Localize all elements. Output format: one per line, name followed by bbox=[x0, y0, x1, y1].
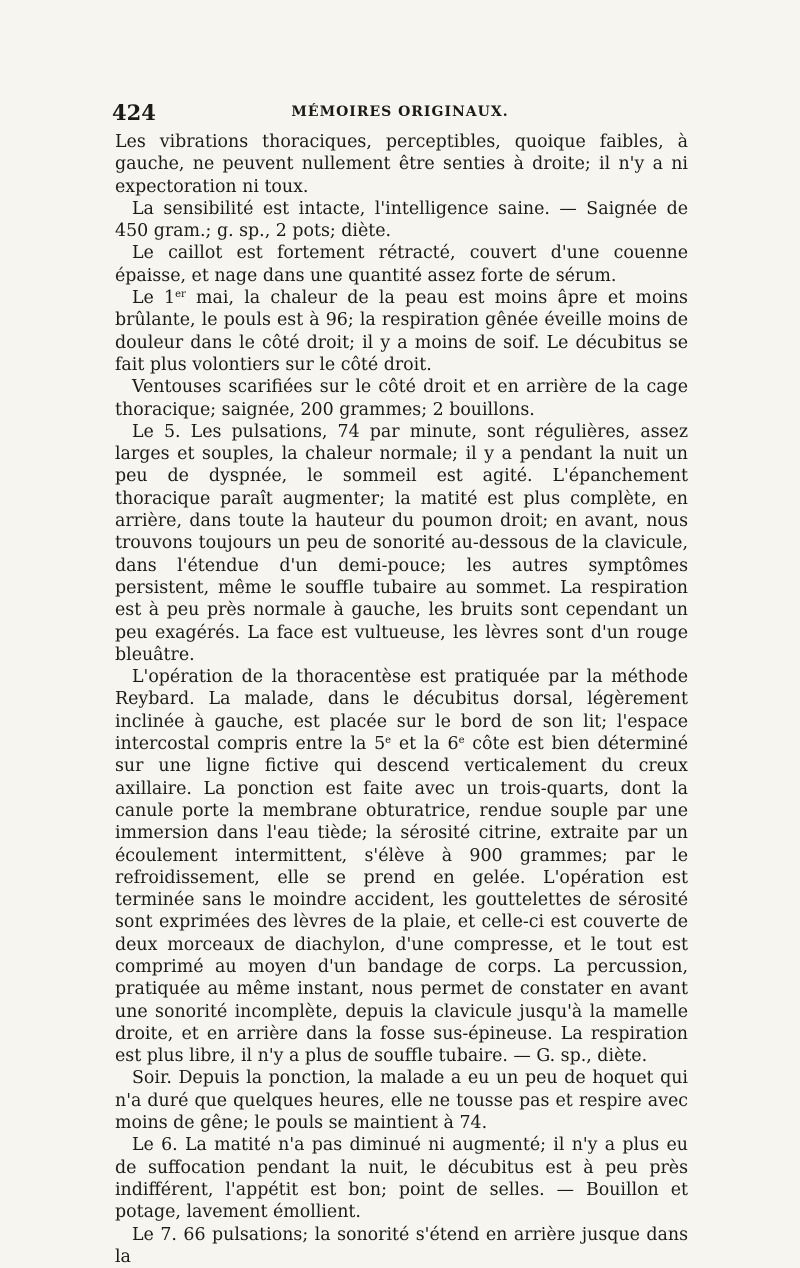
body-text bbox=[115, 131, 688, 1268]
text-run: et la 6 bbox=[391, 734, 459, 755]
paragraph: Le 5. Les pulsations, 74 par minute, sont régulières, assez larges et souples, la chaleur normale; il y a pendant la nuit un peu de dyspnée, le sommeil est agité. L'épanchement thoracique paraît augmenter; la matité est plus complète, en arrière, dans toute la hauteur du poumon droit; en avant, nous trouvons toujours un peu de sonorité au-dessous de la clavicule, dans l'étendue d'un demi-pouce; les autres symptômes persistent, même le souffle tubaire au sommet. La respiration est à peu près normale à gauche, les bruits sont cependant un peu exagérés. La face est vultueuse, les lèvres sont d'un rouge bleuâtre. bbox=[115, 421, 688, 665]
paragraph: La sensibilité est intacte, l'intelligence saine. — Saignée de 450 gram.; g. sp., 2 pots; diète. bbox=[115, 198, 688, 242]
paragraph: Soir. Depuis la ponction, la malade a eu un peu de hoquet qui n'a duré que quelques heures, elle ne tousse pas et respire avec moins de gêne; le pouls se maintient à 74. bbox=[115, 1068, 688, 1134]
page-number: 424 bbox=[112, 100, 156, 125]
paragraph: Les vibrations thoraciques, perceptibles, quoique faibles, à gauche, ne peuvent nullement être senties à droite; il n'y a ni expectoration ni toux. bbox=[115, 132, 688, 197]
paragraph: Le caillot est fortement rétracté, couvert d'une couenne épaisse, et nage dans une quantité assez forte de sérum. bbox=[115, 243, 688, 286]
superscript: e bbox=[458, 735, 465, 747]
running-title: MÉMOIRES ORIGINAUX. bbox=[291, 104, 509, 120]
paragraph bbox=[115, 666, 688, 1067]
text-run: mai, la chaleur de la peau est moins âpre et moins brûlante, le pouls est à 96; la respiration gênée éveille moins de douleur dans le côté droit; il y a moins de soif. Le décubitus se fait plus volontiers sur le côté droit. bbox=[115, 288, 688, 375]
paragraph: Le 7. 66 pulsations; la sonorité s'étend en arrière jusque dans la bbox=[115, 1224, 688, 1267]
text-run: L'opération de la thoracentèse est pratiquée par la méthode Reybard. La malade, dans le décubitus dorsal, légèrement inclinée à gauche, est placée sur le bord de son lit; l'espace intercostal compris entre la 5 bbox=[115, 667, 688, 755]
text-run: côte est bien déterminé sur une ligne fictive qui descend verticalement du creux axillaire. La ponction est faite avec un trois-quarts, dont la canule porte la membrane obturatrice, rendue souple par une immersion dans l'eau tiède; la sérosité citrine, extraite par un écoulement intermittent, s'élève à 900 grammes; par le refroidissement, elle se prend en gelée. L'opération est terminée sans le moindre accident, les gouttelettes de sérosité sont exprimées des lèvres de la plaie, et celle-ci est couverte de deux morceaux de diachylon, d'une compresse, et le tout est comprimé au moyen d'un bandage de corps. La percussion, pratiquée au même instant, nous permet de constater en avant une sonorité incomplète, depuis la clavicule jusqu'à la mamelle droite, et en arrière dans la fosse sus-épineuse. La respiration est plus libre, il n'y a plus de souffle tubaire. — G. sp., diète. bbox=[115, 734, 689, 1067]
superscript: er bbox=[175, 289, 186, 301]
superscript: e bbox=[385, 735, 392, 747]
paragraph bbox=[115, 287, 688, 376]
page-header bbox=[112, 100, 688, 126]
paragraph: Le 6. La matité n'a pas diminué ni augmenté; il n'y a plus eu de suffocation pendant la nuit, le décubitus est à peu près indifférent, l'appétit est bon; point de selles. — Bouillon et potage, lavement émollient. bbox=[115, 1135, 688, 1223]
paragraph: Ventouses scarifiées sur le côté droit et en arrière de la cage thoracique; saignée, 200 grammes; 2 bouillons. bbox=[115, 377, 688, 420]
text-run: Le 1 bbox=[132, 288, 176, 309]
